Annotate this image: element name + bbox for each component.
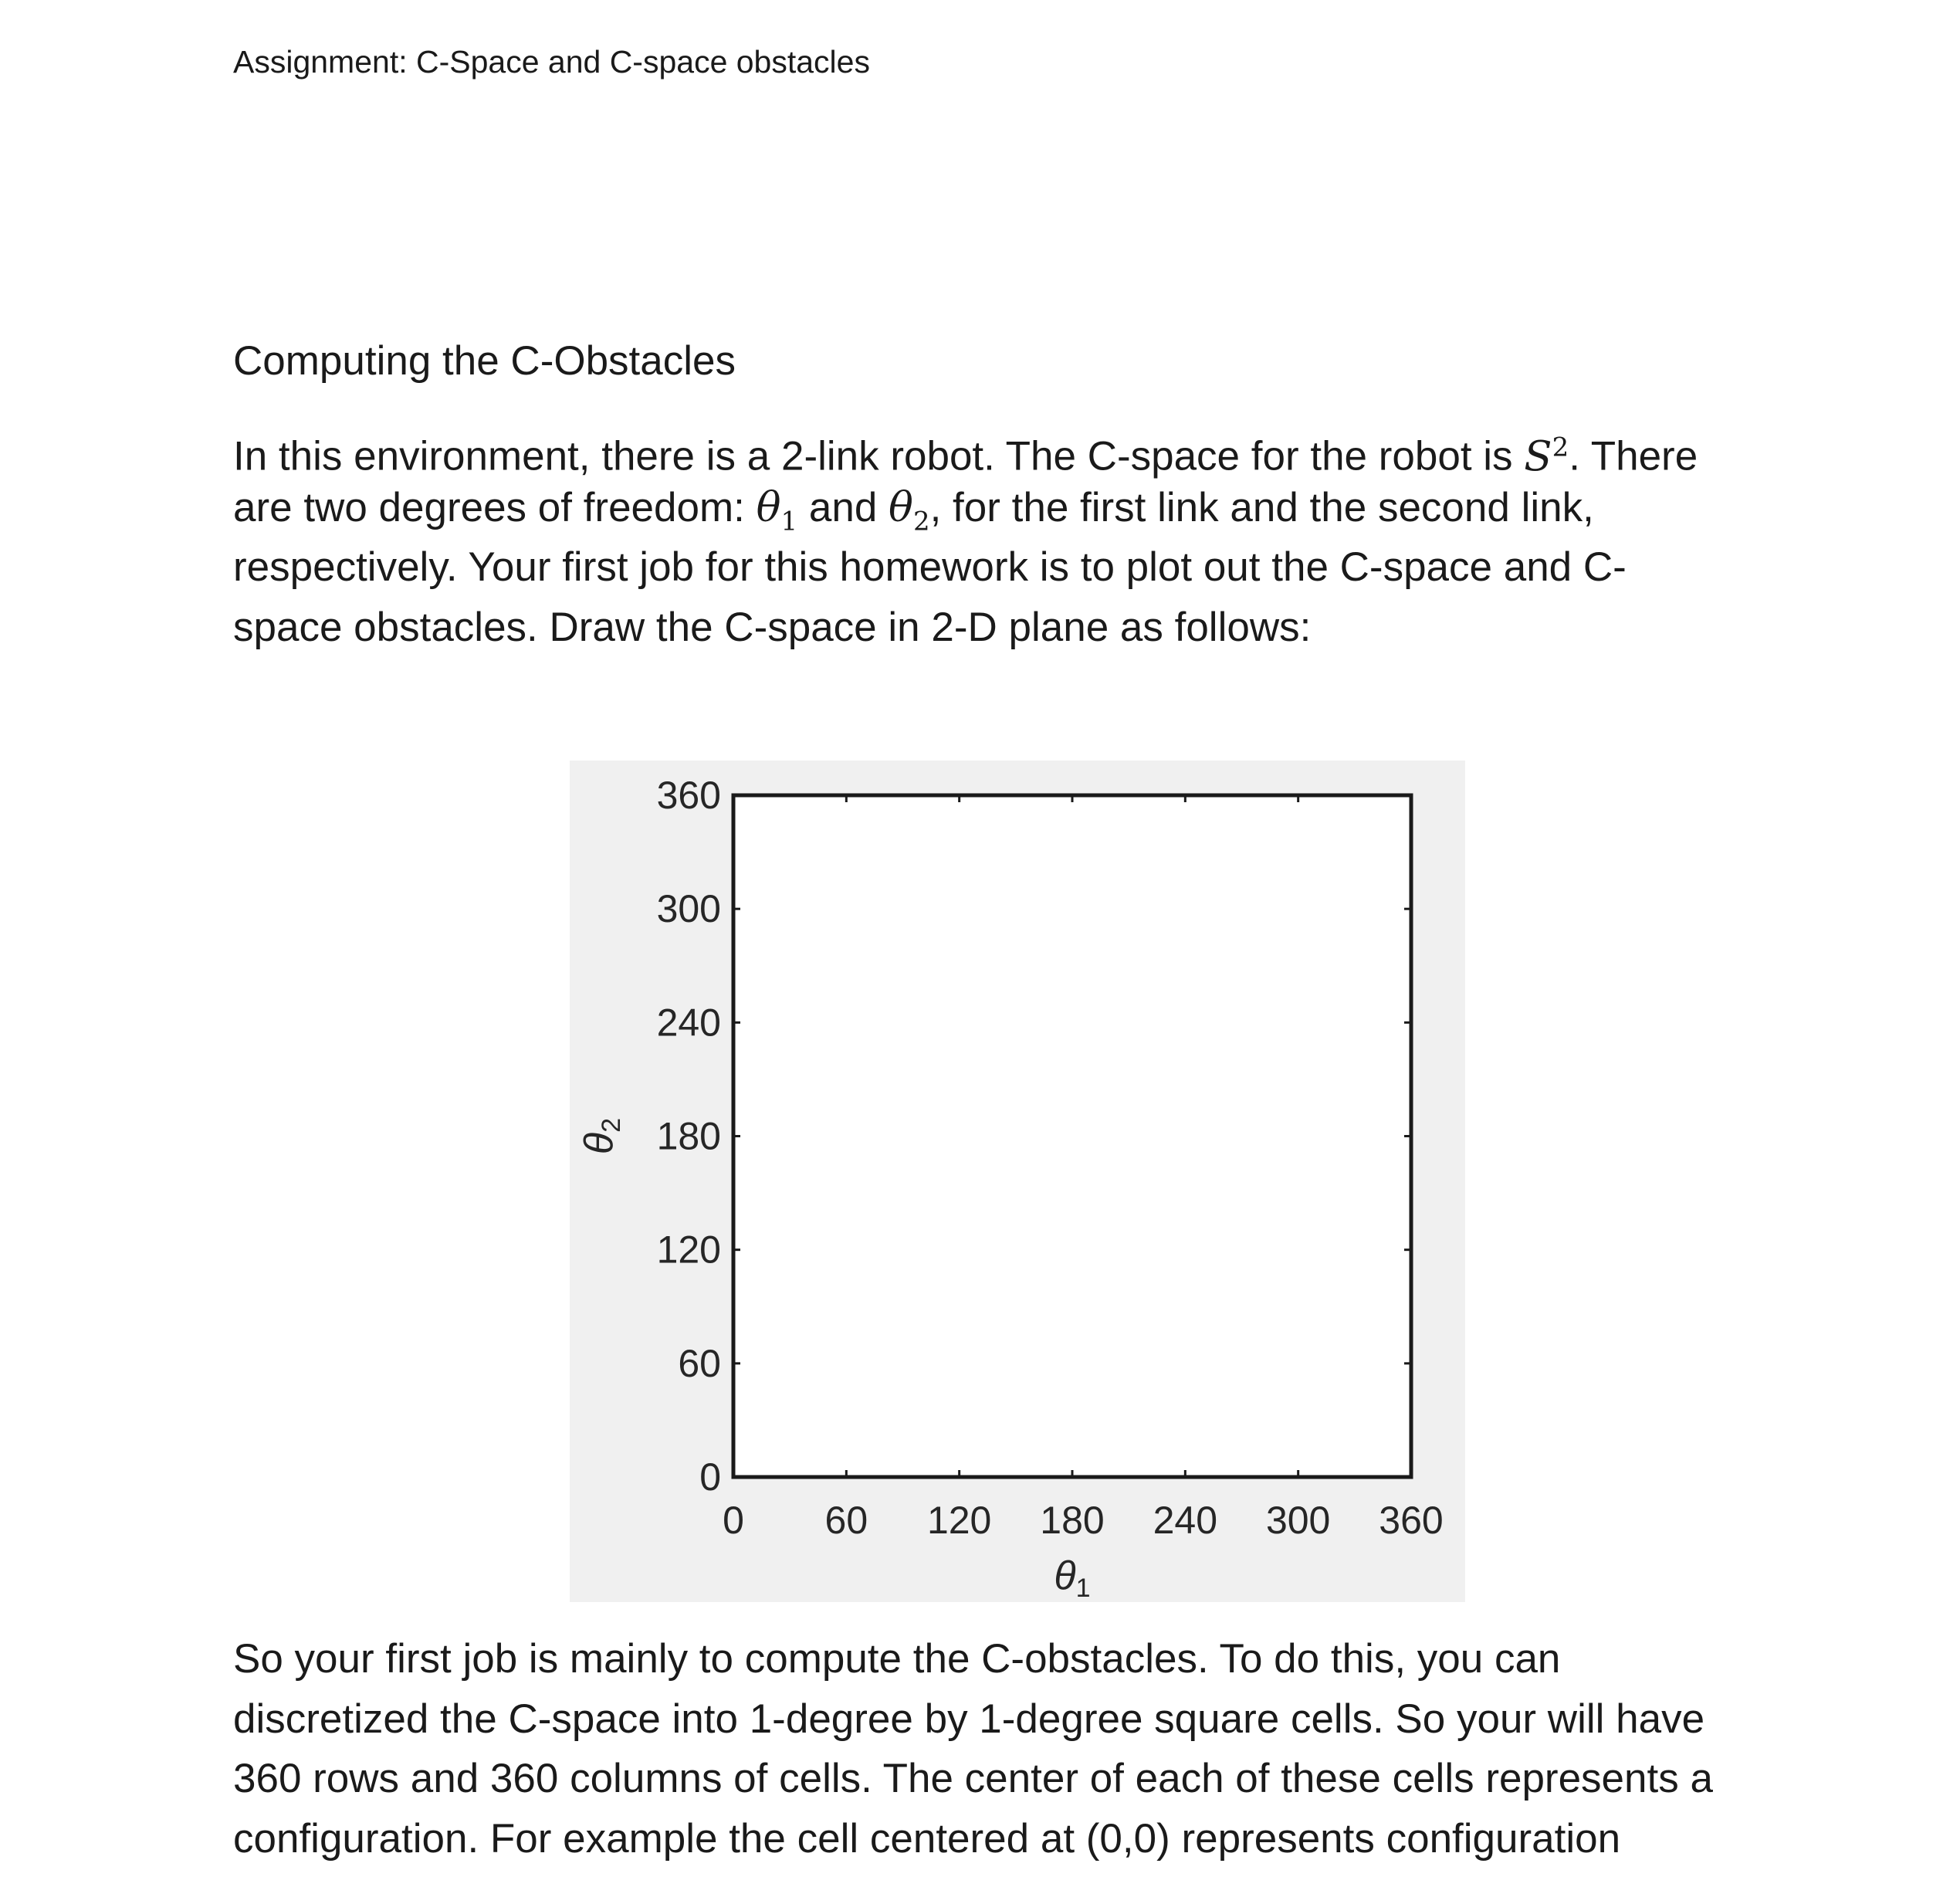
intro-paragraph [233, 418, 1698, 657]
cells-line-2: discretized the C-space into 1-degree by 1-degree square cells. So your will have [233, 1696, 1705, 1742]
header-title: Assignment: C-Space and C-space obstacles [233, 44, 870, 80]
intro-line-1: In this environment, there is a 2-link robot. The C-space for the robot is $S^2$. There [233, 432, 1698, 480]
intro-line-2: are two degrees of freedom: $\theta_1$ and $\theta_2$, for the first link and the second link, [233, 483, 1594, 537]
y-tick-label-300: 300 [656, 887, 721, 931]
y-axis-label: θ2 [577, 1117, 626, 1155]
plot-area [733, 795, 1411, 1477]
x-tick-label-120: 120 [926, 1499, 992, 1542]
x-tick-label-60: 60 [824, 1499, 868, 1542]
section-title [233, 337, 736, 386]
s-squared: $S^2$ [1524, 432, 1569, 480]
cspace-figure [570, 761, 1465, 1602]
y-tick-label-120: 120 [656, 1228, 721, 1272]
intro-line-4: space obstacles. Draw the C-space in 2-D plane as follows: [233, 604, 1312, 650]
x-tick-label-360: 360 [1379, 1499, 1444, 1542]
y-tick-label-180: 180 [656, 1114, 721, 1158]
page-header [233, 40, 870, 83]
cells-line-4: configuration. For example the cell centered at (0,0) represents configuration [233, 1815, 1621, 1862]
y-tick-label-240: 240 [656, 1001, 721, 1045]
x-axis-label: θ1 [1054, 1553, 1091, 1602]
y-tick-label-60: 60 [678, 1341, 721, 1385]
section-title-text: Computing the C-Obstacles [233, 338, 736, 384]
x-tick-label-0: 0 [723, 1499, 744, 1542]
intro-line-3: respectively. Your first job for this homework is to plot out the C-space and C- [233, 544, 1627, 590]
x-tick-label-240: 240 [1153, 1499, 1218, 1542]
theta-2: $\theta_2$ [889, 483, 930, 537]
cspace-chart [570, 761, 1465, 1602]
y-tick-label-0: 0 [699, 1455, 721, 1499]
y-tick-label-360: 360 [656, 774, 721, 817]
cells-line-3: 360 rows and 360 columns of cells. The center of each of these cells represents a [233, 1756, 1713, 1801]
x-tick-label-300: 300 [1265, 1499, 1331, 1542]
x-tick-label-180: 180 [1040, 1499, 1105, 1542]
theta-1: $\theta_1$ [756, 483, 798, 537]
cells-line-1: So your first job is mainly to compute the C-obstacles. To do this, you can [233, 1636, 1561, 1682]
cells-paragraph [233, 1629, 1713, 1868]
